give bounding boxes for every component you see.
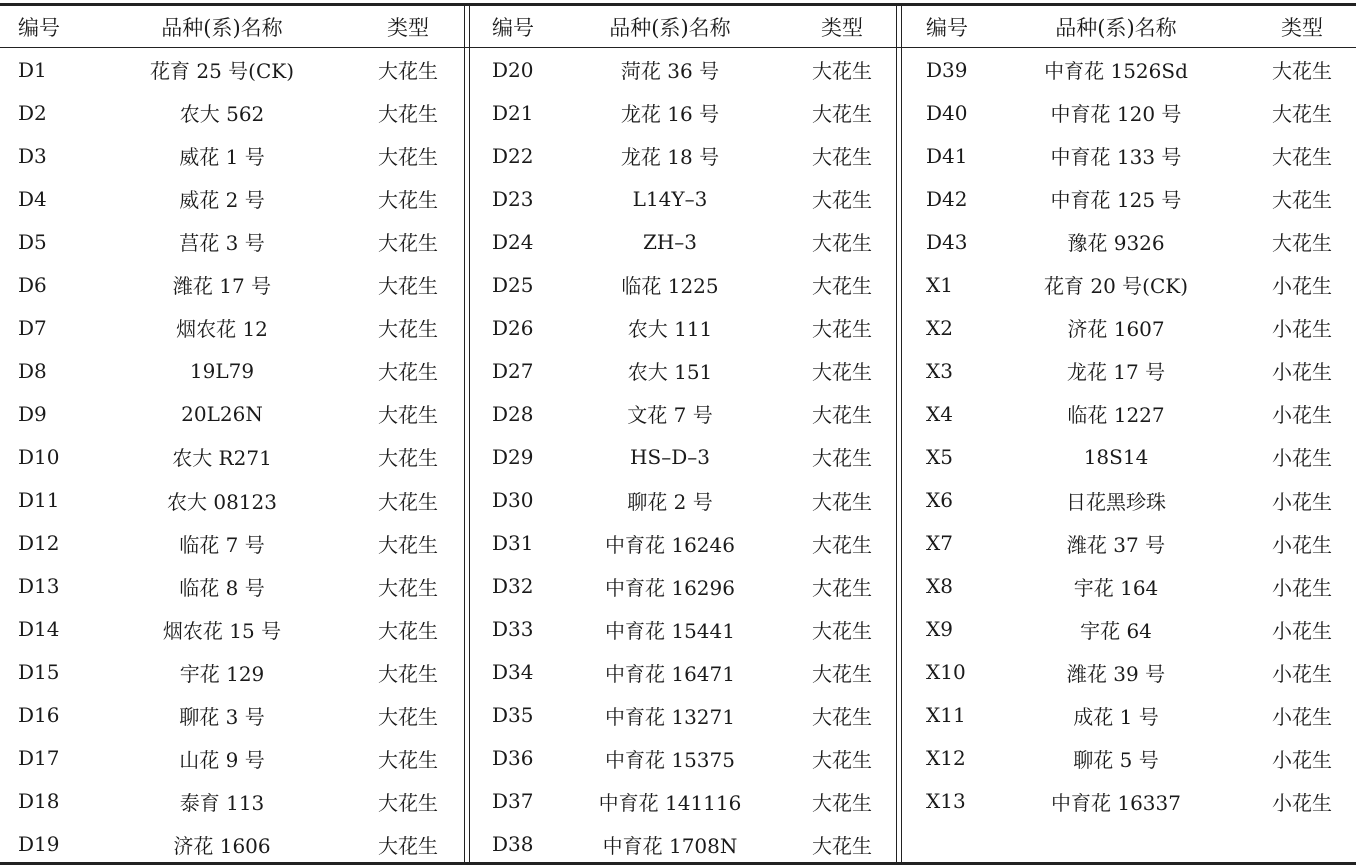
variety-name: 成花 1 号 <box>1073 704 1159 729</box>
header-type: 类型 <box>1281 15 1323 40</box>
variety-type: 大花生 <box>378 532 438 557</box>
variety-name: 中育花 16337 <box>1051 790 1181 815</box>
variety-name: 临花 1227 <box>1067 403 1165 428</box>
variety-name: 宇花 129 <box>179 661 265 686</box>
variety-id: D36 <box>492 746 534 771</box>
variety-type: 大花生 <box>812 704 872 729</box>
variety-name: 宇花 164 <box>1073 575 1159 600</box>
table-row <box>470 392 896 435</box>
variety-id: D5 <box>18 229 47 254</box>
variety-id: D6 <box>18 272 47 297</box>
table-row <box>0 220 464 263</box>
table-row <box>470 737 896 780</box>
variety-id: D26 <box>492 315 534 340</box>
variety-id: X9 <box>926 617 953 642</box>
table-row <box>470 435 896 478</box>
variety-type: 大花生 <box>378 145 438 170</box>
variety-id: D25 <box>492 272 534 297</box>
table-row <box>470 91 896 134</box>
variety-type: 大花生 <box>1272 102 1332 127</box>
table-row <box>470 134 896 177</box>
variety-type: 大花生 <box>812 59 872 83</box>
variety-id: D33 <box>492 617 534 642</box>
variety-id: D16 <box>18 703 60 728</box>
header-name: 品种(系)名称 <box>161 15 283 40</box>
variety-type: 大花生 <box>378 833 438 858</box>
variety-type: 小花生 <box>1272 446 1332 471</box>
variety-name: 威花 2 号 <box>179 188 265 213</box>
variety-id: D1 <box>18 57 47 82</box>
variety-name: 中育花 133 号 <box>1050 145 1182 170</box>
table-row <box>470 48 896 91</box>
variety-type: 大花生 <box>812 145 872 170</box>
variety-name: 龙花 17 号 <box>1066 360 1166 385</box>
variety-id: D34 <box>492 660 534 685</box>
variety-id: D43 <box>926 229 968 254</box>
variety-type: 大花生 <box>378 59 438 83</box>
variety-type: 大花生 <box>812 274 872 299</box>
header-name: 品种(系)名称 <box>609 15 731 40</box>
variety-name: 18S14 <box>1083 444 1149 469</box>
table-row <box>0 134 464 177</box>
variety-name: 日花黑珍珠 <box>1066 489 1166 514</box>
variety-id: D8 <box>18 358 47 383</box>
variety-id: D11 <box>18 488 60 512</box>
variety-type: 小花生 <box>1272 747 1332 772</box>
variety-type: 大花生 <box>378 661 438 686</box>
variety-type: 大花生 <box>378 274 438 299</box>
table-row <box>0 263 464 306</box>
variety-type: 大花生 <box>378 618 438 643</box>
variety-name: 烟农花 15 号 <box>162 618 282 643</box>
table-row <box>470 306 896 349</box>
table-row <box>902 220 1356 263</box>
variety-name: 农大 08123 <box>167 489 277 514</box>
variety-name: 潍花 17 号 <box>172 274 272 299</box>
variety-id: D37 <box>492 789 534 814</box>
table-row <box>0 479 464 522</box>
table-row <box>902 522 1356 565</box>
variety-id: X8 <box>926 574 953 599</box>
table-row <box>902 780 1356 823</box>
variety-id: X10 <box>926 660 966 685</box>
variety-type: 小花生 <box>1272 403 1332 428</box>
variety-name: 聊花 2 号 <box>627 489 713 514</box>
variety-id: D35 <box>492 703 534 728</box>
variety-name: 中育花 1708N <box>602 833 738 858</box>
table-row <box>470 565 896 608</box>
variety-type: 大花生 <box>378 102 438 127</box>
variety-name: 宇花 64 <box>1080 618 1152 643</box>
table-row <box>902 349 1356 392</box>
variety-name: 农大 562 <box>179 102 265 127</box>
variety-name: 中育花 15441 <box>605 618 735 643</box>
variety-name: 泰育 113 <box>179 790 265 815</box>
variety-id: X3 <box>926 358 953 383</box>
variety-name: 龙花 18 号 <box>620 145 720 170</box>
table-row <box>0 48 464 91</box>
variety-name: 聊花 5 号 <box>1073 747 1159 772</box>
variety-type: 大花生 <box>1272 145 1332 170</box>
variety-type: 大花生 <box>378 790 438 815</box>
table-row <box>0 737 464 780</box>
table-row <box>470 479 896 522</box>
table-row <box>902 392 1356 435</box>
variety-id: X5 <box>926 444 953 469</box>
variety-name: 文花 7 号 <box>627 403 713 428</box>
table-row <box>902 435 1356 478</box>
variety-name: 中育花 13271 <box>605 704 735 729</box>
variety-id: X12 <box>926 746 966 771</box>
variety-name: 花育 25 号(CK) <box>149 59 294 83</box>
header-id: 编号 <box>926 15 968 40</box>
variety-name: 聊花 3 号 <box>179 704 265 729</box>
table-row <box>470 608 896 651</box>
table-row <box>0 608 464 651</box>
variety-type: 大花生 <box>812 188 872 213</box>
variety-type: 小花生 <box>1272 532 1332 557</box>
variety-id: D13 <box>18 574 60 599</box>
variety-id: D31 <box>492 531 534 556</box>
header-name: 品种(系)名称 <box>1055 15 1177 40</box>
variety-type: 大花生 <box>378 317 438 342</box>
variety-type: 大花生 <box>378 489 438 514</box>
variety-name: 农大 151 <box>627 360 713 385</box>
variety-id: D18 <box>18 789 60 814</box>
variety-type: 小花生 <box>1272 317 1332 342</box>
variety-type: 大花生 <box>812 532 872 557</box>
table-panel-3 <box>902 6 1356 862</box>
variety-id: D42 <box>926 186 968 211</box>
table-row <box>902 48 1356 91</box>
variety-type: 大花生 <box>812 102 872 127</box>
variety-type: 小花生 <box>1272 360 1332 385</box>
variety-name: 农大 111 <box>627 317 713 342</box>
variety-type: 小花生 <box>1272 618 1332 643</box>
variety-type: 小花生 <box>1272 704 1332 729</box>
variety-id: D19 <box>18 832 60 857</box>
table-row <box>902 177 1356 220</box>
table-row <box>902 91 1356 134</box>
table-row <box>0 565 464 608</box>
variety-type: 大花生 <box>1272 231 1332 256</box>
variety-name: 临花 8 号 <box>179 575 265 600</box>
table-row <box>0 91 464 134</box>
variety-type: 小花生 <box>1272 274 1332 299</box>
variety-type: 大花生 <box>378 188 438 213</box>
variety-name: 中育花 16246 <box>605 532 735 557</box>
table-row <box>470 220 896 263</box>
variety-id: D24 <box>492 229 534 254</box>
variety-type: 大花生 <box>378 360 438 385</box>
table-panel-2 <box>470 6 896 862</box>
variety-type: 大花生 <box>378 747 438 772</box>
table-row <box>902 608 1356 651</box>
variety-id: D17 <box>18 746 60 771</box>
table-row <box>902 263 1356 306</box>
variety-type: 大花生 <box>378 704 438 729</box>
variety-id: D7 <box>18 315 47 340</box>
header-id: 编号 <box>492 15 534 40</box>
table-row <box>902 479 1356 522</box>
table-row <box>0 651 464 694</box>
variety-name: 花育 20 号(CK) <box>1043 274 1188 299</box>
table-row <box>902 694 1356 737</box>
variety-type: 大花生 <box>812 661 872 686</box>
variety-type: 大花生 <box>378 575 438 600</box>
variety-name: 济花 1606 <box>173 833 271 858</box>
table-row <box>902 737 1356 780</box>
variety-id: D39 <box>926 57 968 82</box>
variety-id: X7 <box>926 531 953 556</box>
variety-type: 大花生 <box>378 446 438 471</box>
variety-name: ZH–3 <box>642 229 698 254</box>
variety-id: D38 <box>492 832 534 857</box>
table-row <box>470 780 896 823</box>
variety-name: L14Y–3 <box>632 186 708 211</box>
variety-name: 临花 1225 <box>621 274 719 299</box>
variety-type: 大花生 <box>812 446 872 471</box>
variety-name: 中育花 16296 <box>605 575 735 600</box>
variety-type: 大花生 <box>1272 188 1332 213</box>
variety-id: D28 <box>492 401 534 426</box>
variety-name: 济花 1607 <box>1067 317 1165 342</box>
variety-name: 中育花 141116 <box>598 790 742 815</box>
variety-id: D20 <box>492 57 534 82</box>
variety-id: X13 <box>926 789 966 814</box>
variety-id: D4 <box>18 186 47 211</box>
variety-id: X6 <box>926 488 953 512</box>
variety-name: 20L26N <box>181 401 263 426</box>
variety-type: 大花生 <box>812 790 872 815</box>
variety-name: 豫花 9326 <box>1067 231 1165 256</box>
variety-id: D29 <box>492 444 534 469</box>
variety-id: D14 <box>18 617 60 642</box>
variety-type: 大花生 <box>812 231 872 256</box>
table-row <box>470 263 896 306</box>
table-row <box>470 651 896 694</box>
variety-name: 龙花 16 号 <box>620 102 720 127</box>
table-row <box>902 565 1356 608</box>
variety-name: 中育花 15375 <box>605 747 735 772</box>
variety-id: D9 <box>18 401 47 426</box>
table-row <box>470 349 896 392</box>
variety-id: D23 <box>492 186 534 211</box>
header-row <box>470 6 896 47</box>
variety-id: D27 <box>492 358 534 383</box>
variety-id: D15 <box>18 660 60 685</box>
variety-id: D21 <box>492 100 534 125</box>
variety-name: 中育花 120 号 <box>1050 102 1182 127</box>
variety-id: X1 <box>926 272 953 297</box>
variety-id: D22 <box>492 143 534 168</box>
variety-type: 大花生 <box>812 403 872 428</box>
variety-type: 大花生 <box>378 403 438 428</box>
table-row <box>0 780 464 823</box>
table-row <box>470 522 896 565</box>
variety-type: 大花生 <box>812 747 872 772</box>
variety-type: 小花生 <box>1272 661 1332 686</box>
variety-name: 潍花 39 号 <box>1066 661 1166 686</box>
variety-type: 小花生 <box>1272 489 1332 514</box>
table-row <box>0 306 464 349</box>
variety-id: D2 <box>18 100 47 125</box>
variety-type: 大花生 <box>812 575 872 600</box>
variety-id: D41 <box>926 143 968 168</box>
table-row <box>470 694 896 737</box>
variety-id: D3 <box>18 143 47 168</box>
variety-type: 大花生 <box>1272 59 1332 83</box>
variety-type: 小花生 <box>1272 790 1332 815</box>
variety-name: 菏花 36 号 <box>620 59 720 83</box>
variety-type: 大花生 <box>812 618 872 643</box>
variety-name: 莒花 3 号 <box>179 231 265 256</box>
variety-name: 山花 9 号 <box>179 747 265 772</box>
variety-name: 威花 1 号 <box>179 145 265 170</box>
variety-id: X4 <box>926 401 953 426</box>
variety-name: 农大 R271 <box>172 446 272 471</box>
table-row <box>902 306 1356 349</box>
table-row <box>902 651 1356 694</box>
table-row <box>902 134 1356 177</box>
variety-id: D30 <box>492 488 534 512</box>
header-type: 类型 <box>387 15 429 40</box>
variety-id: D40 <box>926 100 968 125</box>
variety-type: 大花生 <box>378 231 438 256</box>
variety-id: X2 <box>926 315 953 340</box>
variety-name: 19L79 <box>189 358 255 383</box>
variety-id: D10 <box>18 444 60 469</box>
variety-id: X11 <box>926 703 966 728</box>
header-id: 编号 <box>18 15 60 40</box>
variety-type: 大花生 <box>812 489 872 514</box>
variety-name: 中育花 16471 <box>605 661 735 686</box>
table-row <box>470 177 896 220</box>
table-row <box>0 349 464 392</box>
variety-name: 中育花 1526Sd <box>1044 59 1188 83</box>
table-row <box>0 392 464 435</box>
table-row <box>0 522 464 565</box>
variety-name: 中育花 125 号 <box>1050 188 1182 213</box>
table-row <box>0 694 464 737</box>
variety-type: 小花生 <box>1272 575 1332 600</box>
variety-type: 大花生 <box>812 360 872 385</box>
variety-type: 大花生 <box>812 317 872 342</box>
variety-name: 临花 7 号 <box>179 532 265 557</box>
header-row <box>0 6 464 47</box>
variety-name: 烟农花 12 <box>176 317 268 342</box>
table-panel-1 <box>0 6 464 862</box>
table-row <box>470 823 896 866</box>
variety-id: D12 <box>18 531 60 556</box>
variety-id: D32 <box>492 574 534 599</box>
variety-name: 潍花 37 号 <box>1066 532 1166 557</box>
table-row <box>0 435 464 478</box>
table-row <box>0 823 464 866</box>
header-row <box>902 6 1356 47</box>
header-type: 类型 <box>821 15 863 40</box>
variety-type: 大花生 <box>812 833 872 858</box>
table-row <box>0 177 464 220</box>
variety-name: HS–D–3 <box>630 444 710 469</box>
